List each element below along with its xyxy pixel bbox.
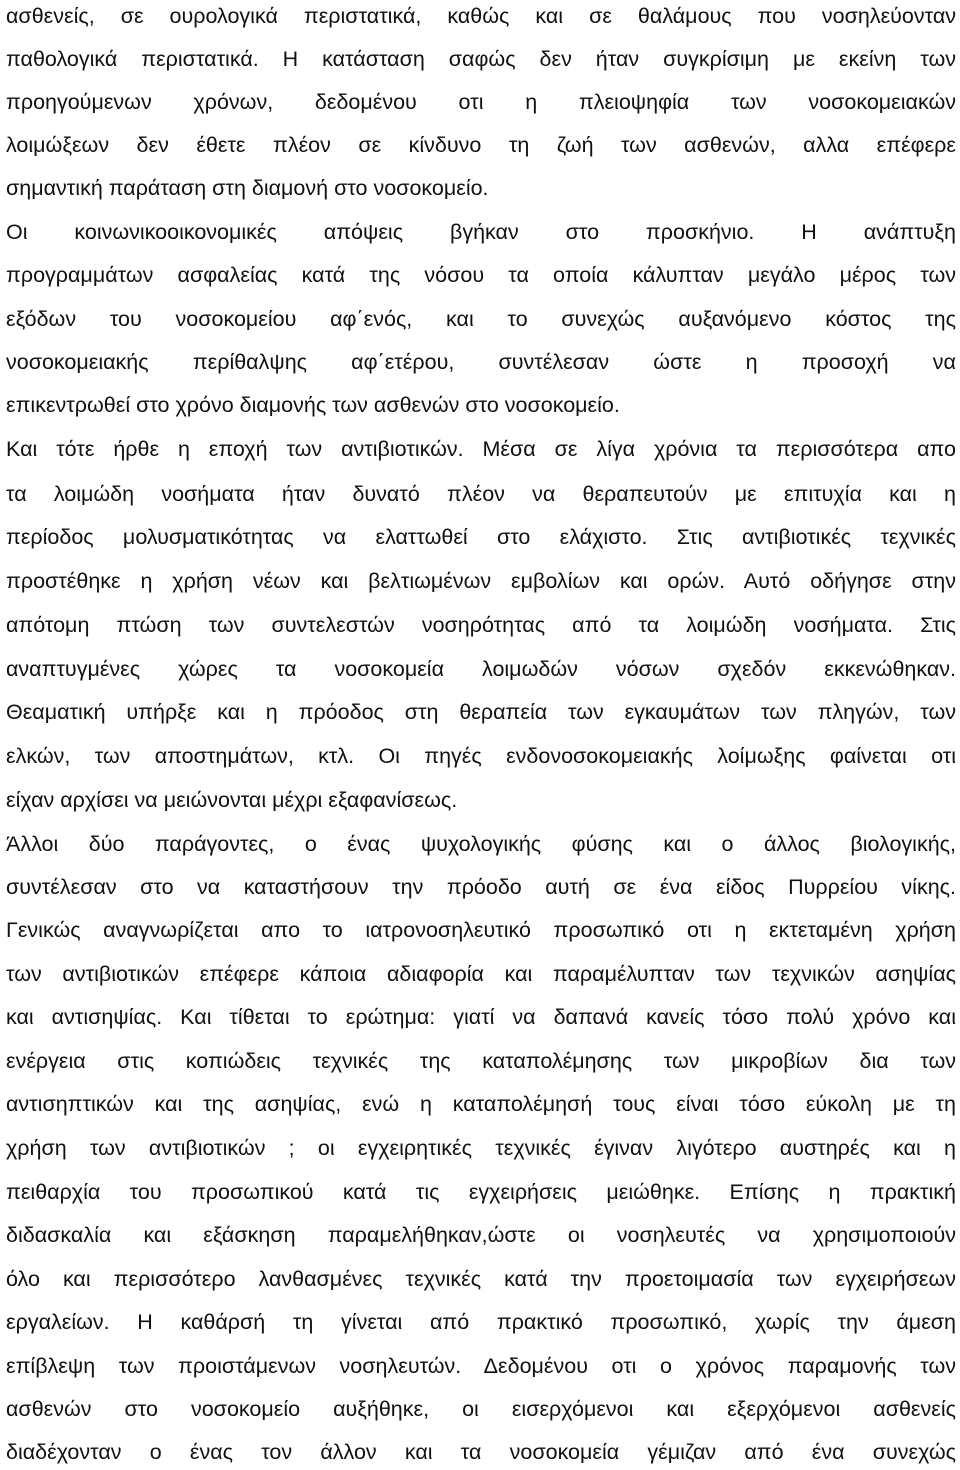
text-line: περίοδος μολυσματικότητας να ελαττωθεί στο ελάχιστο. Στις αντιβιοτικές τεχνικές (6, 525, 956, 549)
text-line: όλο και περισσότερο λανθασμένες τεχνικές κατά την προετοιμασία των εγχειρήσεων (6, 1267, 956, 1291)
text-line: και αντισηψίας. Και τίθεται το ερώτημα: γιατί να δαπανά κανείς τόσο πολύ χρόνο και (6, 1005, 956, 1029)
text-line: απότομη πτώση των συντελεστών νοσηρότητας από τα λοιμώδη νοσήματα. Στις (6, 613, 956, 637)
text-line: τα λοιμώδη νοσήματα ήταν δυνατό πλέον να θεραπευτούν με επιτυχία και η (6, 482, 956, 506)
text-line: προστέθηκε η χρήση νέων και βελτιωμένων εμβολίων και ορών. Αυτό οδήγησε στην (6, 569, 956, 593)
text-line: εξόδων του νοσοκομείου αφ΄ενός, και το συνεχώς αυξανόμενο κόστος της (6, 307, 956, 331)
text-line: αντισηπτικών και της ασηψίας, ενώ η καταπολέμησή τους είναι τόσο εύκολη με τη (6, 1092, 956, 1116)
text-line: νοσοκομειακής περίθαλψης αφ΄ετέρου, συντέλεσαν ώστε η προσοχή να (6, 350, 956, 374)
text-line: ενέργεια στις κοπιώδεις τεχνικές της καταπολέμησης των μικροβίων δια των (6, 1049, 956, 1073)
text-line: Και τότε ήρθε η εποχή των αντιβιοτικών. Μέσα σε λίγα χρόνια τα περισσότερα απο (6, 437, 956, 461)
text-line: των αντιβιοτικών επέφερε κάποια αδιαφορία και παραμέλυπταν των τεχνικών ασηψίας (6, 962, 956, 986)
text-line: Οι κοινωνικοοικονομικές απόψεις βγήκαν στο προσκήνιο. Η ανάπτυξη (6, 220, 956, 244)
text-line: είχαν αρχίσει να μειώνονται μέχρι εξαφανίσεως. (6, 788, 458, 812)
text-line: αναπτυγμένες χώρες τα νοσοκομεία λοιμωδών νόσων σχεδόν εκκενώθηκαν. (6, 657, 956, 681)
text-line: Γενικώς αναγνωρίζεται απο το ιατρονοσηλευτικό προσωπικό οτι η εκτεταμένη χρήση (6, 918, 956, 942)
text-line: ελκών, των αποστημάτων, κτλ. Οι πηγές ενδονοσοκομειακής λοίμωξης φαίνεται οτι (6, 744, 956, 768)
text-line: λοιμώξεων δεν έθετε πλέον σε κίνδυνο τη ζωή των ασθενών, αλλα επέφερε (6, 133, 956, 157)
text-line: εργαλείων. Η καθάρσή τη γίνεται από πρακτικό προσωπικό, χωρίς την άμεση (6, 1310, 956, 1334)
text-line: ασθενών στο νοσοκομείο αυξήθηκε, οι εισερχόμενοι και εξερχόμενοι ασθενείς (6, 1397, 956, 1421)
text-line: προγραμμάτων ασφαλείας κατά της νόσου τα οποία κάλυπταν μεγάλο μέρος των (6, 263, 956, 287)
text-line: διδασκαλία και εξάσκηση παραμελήθηκαν,ώστε οι νοσηλευτές να χρησιμοποιούν (6, 1223, 956, 1247)
text-line: ασθενείς, σε ουρολογικά περιστατικά, καθώς και σε θαλάμους που νοσηλεύονταν (6, 4, 956, 28)
text-line: επίβλεψη των προιστάμενων νοσηλευτών. Δεδομένου οτι ο χρόνος παραμονής των (6, 1354, 956, 1378)
text-line: διαδέχονταν ο ένας τον άλλον και τα νοσοκομεία γέμιζαν από ένα συνεχώς (6, 1440, 956, 1464)
text-line: σημαντική παράταση στη διαμονή στο νοσοκομείο. (6, 176, 489, 200)
text-line: επικεντρωθεί στο χρόνο διαμονής των ασθενών στο νοσοκομείο. (6, 393, 620, 417)
text-line: προηγούμενων χρόνων, δεδομένου οτι η πλειοψηφία των νοσοκομειακών (6, 90, 956, 114)
text-line: Θεαματική υπήρξε και η πρόοδος στη θεραπεία των εγκαυμάτων των πληγών, των (6, 700, 956, 724)
text-line: πειθαρχία του προσωπικού κατά τις εγχειρήσεις μειώθηκε. Επίσης η πρακτική (6, 1180, 956, 1204)
text-line: συντέλεσαν στο να καταστήσουν την πρόοδο αυτή σε ένα είδος Πυρρείου νίκης. (6, 875, 956, 899)
text-line: χρήση των αντιβιοτικών ; οι εγχειρητικές τεχνικές έγιναν λιγότερο αυστηρές και η (6, 1136, 956, 1160)
text-line: παθολογικά περιστατικά. Η κατάσταση σαφώς δεν ήταν συγκρίσιμη με εκείνη των (6, 47, 956, 71)
text-line: Άλλοι δύο παράγοντες, ο ένας ψυχολογικής φύσης και ο άλλος βιολογικής, (6, 832, 956, 856)
